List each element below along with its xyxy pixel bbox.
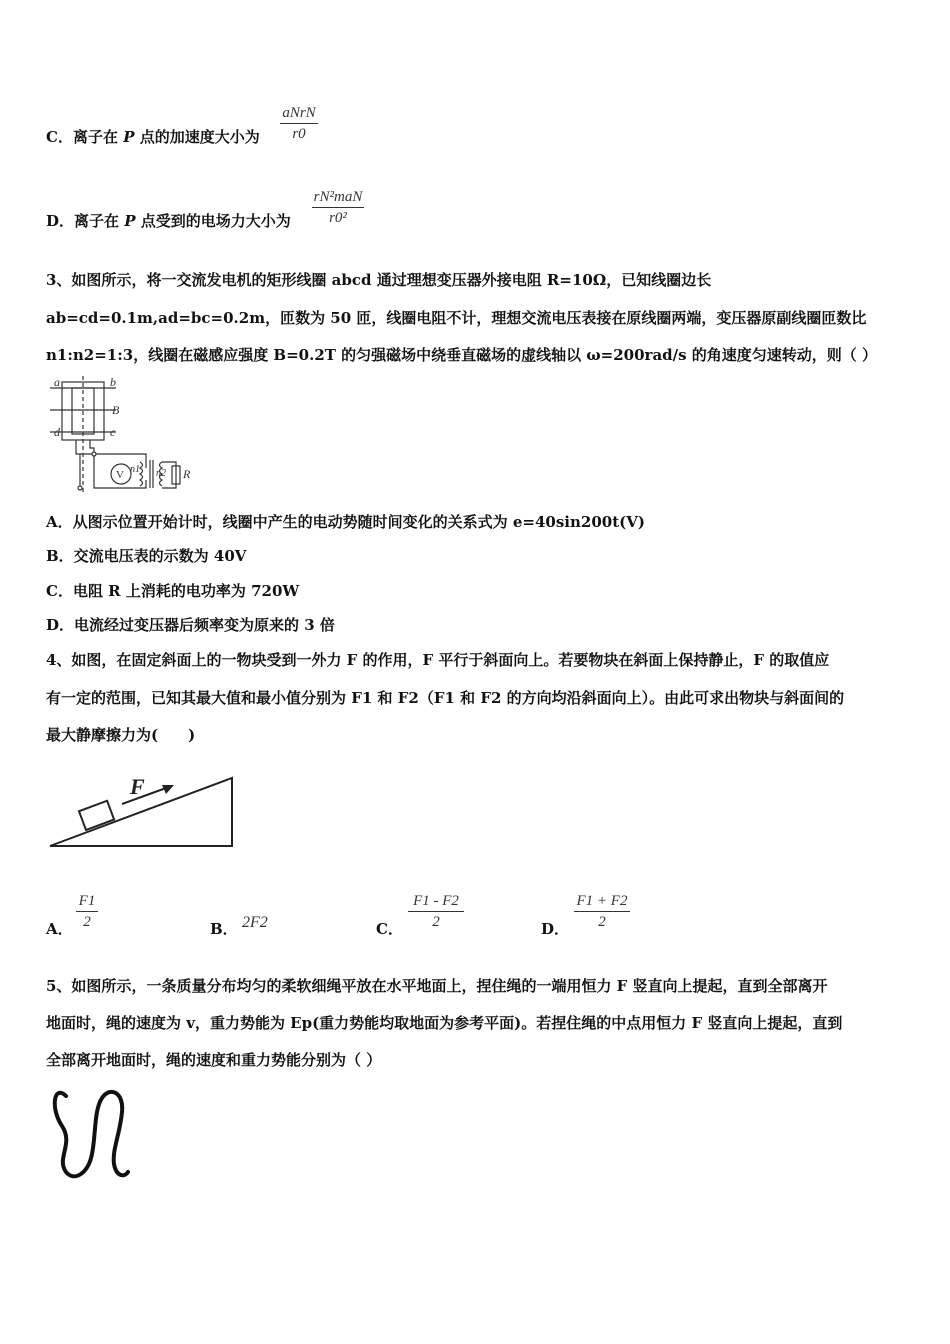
q3-stem-line3: n1:n2=1:3，线圈在磁感应强度 B=0.2T 的匀强磁场中绕垂直磁场的虚线轴以 ω=200rad/s 的角速度匀速转动，则（ ）: [46, 346, 878, 364]
q4-options: [0, 890, 950, 940]
q4-option-d-letter[interactable]: D．: [541, 920, 570, 938]
q4-option-c-fraction[interactable]: [408, 892, 464, 931]
q3-option-b[interactable]: B．交流电压表的示数为 40V: [46, 547, 247, 565]
q4-option-a-fraction[interactable]: [76, 892, 98, 931]
option-text: 点受到的电场力大小为: [135, 212, 291, 230]
fraction-denominator: 2: [83, 914, 91, 930]
q3-generator-figure: [50, 376, 200, 496]
q5-stem-line2: 地面时，绳的速度为 v，重力势能为 Ep(重力势能均取地面为参考平面)。若捏住绳的中点用恒力 F 竖直向上提起，直到: [46, 1014, 843, 1032]
q3-option-a[interactable]: A．从图示位置开始计时，线圈中产生的电动势随时间变化的关系式为 e=40sin200t(V): [46, 513, 645, 531]
q4-stem-line2: 有一定的范围，已知其最大值和最小值分别为 F1 和 F2（F1 和 F2 的方向均沿斜面向上）。由此可求出物块与斜面间的: [46, 689, 845, 707]
fraction-numerator: aNrN: [282, 105, 316, 121]
fraction-denominator: r0²: [329, 210, 347, 226]
block: [79, 801, 114, 830]
q4-incline-figure: [46, 770, 236, 852]
q5-stem-line1: 5、如图所示，一条质量分布均匀的柔软细绳平放在水平地面上，捏住绳的一端用恒力 F 竖直向上提起，直到全部离开: [46, 977, 828, 995]
q2-option-c[interactable]: [46, 127, 260, 147]
option-text: 离子在: [72, 128, 124, 146]
option-letter: C．: [46, 128, 73, 146]
q2-option-c-fraction: [280, 104, 318, 143]
q3-stem-line2: ab=cd=0.1m,ad=bc=0.2m，匝数为 50 匝，线圈电阻不计，理想交流电压表接在原线圈两端，变压器原副线圈匝数比: [46, 309, 867, 327]
force-label: F: [130, 774, 145, 799]
q3-stem-line1: 3、如图所示，将一交流发电机的矩形线圈 abcd 通过理想变压器外接电阻 R=10Ω，已知线圈边长: [46, 271, 712, 289]
rope: [55, 1092, 128, 1176]
q4-option-d-fraction[interactable]: [574, 892, 630, 931]
label-V: V: [116, 469, 124, 481]
fraction-numerator: F1 + F2: [576, 893, 628, 909]
label-d: d: [54, 425, 60, 439]
option-text: 点的加速度大小为: [134, 128, 260, 146]
fraction-denominator: 2: [432, 914, 440, 930]
option-text: 离子在: [74, 212, 125, 230]
q5-stem-line3: 全部离开地面时，绳的速度和重力势能分别为（ ）: [46, 1051, 382, 1069]
fraction-denominator: r0: [292, 126, 306, 142]
q4-stem-line1: 4、如图，在固定斜面上的一物块受到一外力 F 的作用，F 平行于斜面向上。若要物块在斜面上保持静止，F 的取值应: [46, 651, 830, 669]
label-b: b: [110, 375, 116, 389]
label-R: R: [183, 467, 191, 481]
fraction-denominator: 2: [598, 914, 606, 930]
option-letter: D．: [46, 212, 75, 230]
q5-rope-figure: [52, 1082, 132, 1182]
label-B: B: [112, 403, 120, 417]
q4-option-b-expression[interactable]: 2F2: [242, 914, 268, 931]
fraction-numerator: F1 - F2: [413, 893, 459, 909]
label-a: a: [54, 375, 60, 389]
option-var: P: [124, 212, 136, 230]
q3-option-c[interactable]: C．电阻 R 上消耗的电功率为 720W: [46, 582, 300, 600]
fraction-numerator: rN²maN: [313, 189, 363, 205]
q4-option-b-letter[interactable]: B．: [210, 920, 238, 938]
primary-coil: [140, 462, 143, 486]
q2-option-d-fraction: [312, 188, 364, 227]
q2-option-d[interactable]: [46, 211, 291, 231]
label-n2: n2: [156, 468, 166, 479]
q4-option-c-letter[interactable]: C．: [376, 920, 403, 938]
q4-option-a-letter[interactable]: A．: [46, 920, 73, 938]
label-n1: n1: [130, 464, 140, 475]
fraction-numerator: F1: [78, 893, 96, 909]
q3-option-d[interactable]: D．电流经过变压器后频率变为原来的 3 倍: [46, 616, 335, 634]
option-var: P: [123, 128, 135, 146]
label-c: c: [110, 425, 116, 439]
q4-stem-line3: 最大静摩擦力为( ): [46, 726, 196, 744]
